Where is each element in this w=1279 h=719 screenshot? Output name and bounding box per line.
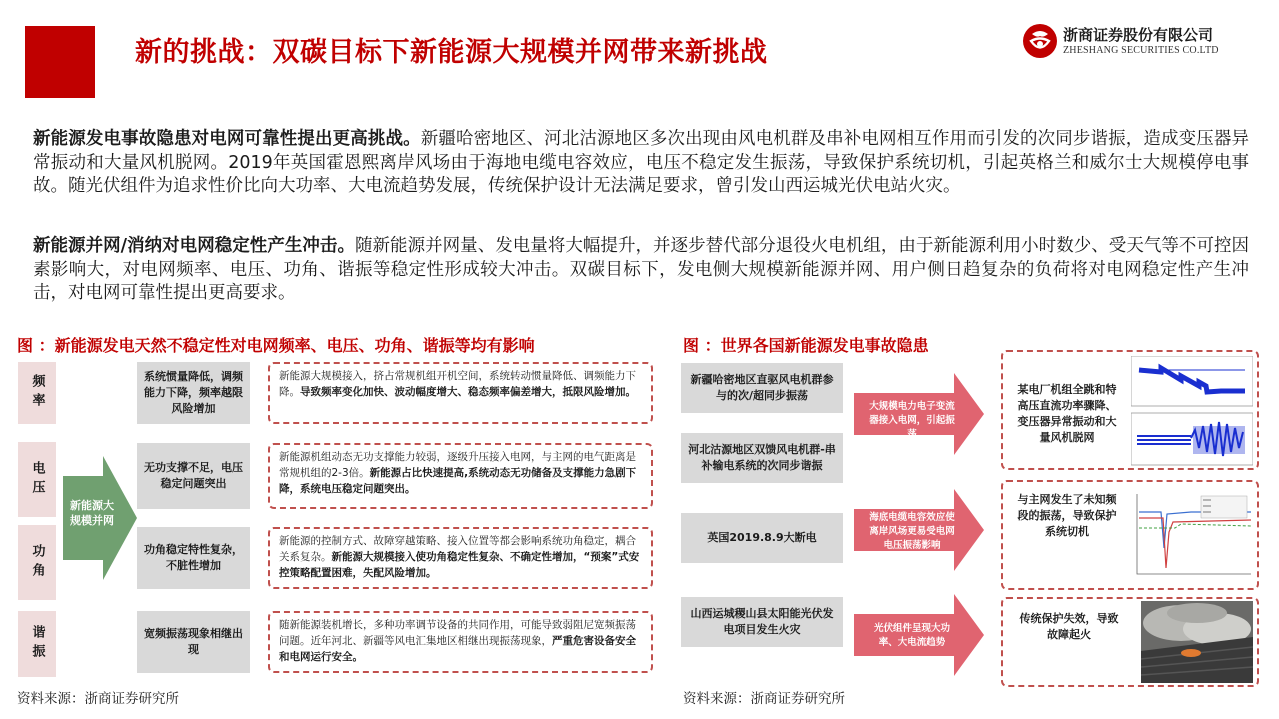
row-label-frequency: 频率 [18, 362, 56, 424]
case-guyuan: 河北沽源地区双馈风电机群-串补输电系统的次同步谐振 [681, 433, 843, 483]
row-label-resonance: 谐振 [18, 611, 56, 677]
paragraph-body: 随新能源并网量、发电量将大幅提升，并逐步替代部分退役火电机组，由于新能源利用小时数少、受天气等不可控因素影响大，对电网频率、电压、功角、谐振等稳定性形成较大冲击。双碳目标下，发电侧大规模新能源并网、用户侧日趋复杂的负荷将对电网稳定性产生冲击，对电网可靠性提出更高要求。 [33, 236, 1250, 303]
result-trip: 与主网发生了未知频段的振荡，导致保护系统切机 [1017, 493, 1117, 538]
case-uk-blackout: 英国2019.8.9大断电 [681, 513, 843, 563]
paragraph-lead: 新能源发电事故隐患对电网可靠性提出更高挑战。 [33, 129, 421, 149]
company-logo [1023, 22, 1263, 62]
cause-oscillation: 大规模电力电子变流器接入电网，引起振荡 [869, 401, 955, 440]
left-figure-diagram [15, 358, 660, 680]
paragraph-reliability [33, 128, 1249, 199]
right-figure-title: 图 ：世界各国新能源发电事故隐患 [683, 336, 929, 355]
paragraph-body: 新疆哈密地区、河北沽源地区多次出现由风电机群及串补电网相互作用而引发的次同步谐振，造成变压器异常振动和大量风机脱网。2019年英国霍恩熙离岸风场由于海地电缆电容效应，电压不稳定发生振荡，导致保护系统切机，引起英格兰和威尔士大规模停电事故。随光伏组件为追求性价比向大功率、大电流趋势发展，传统保护设计无法满足要求，曾引发山西运城光伏电站火灾。 [33, 129, 1249, 196]
waveform-chart-image [1131, 356, 1253, 466]
left-source-note: 资料来源：浙商证券研究所 [17, 691, 179, 707]
cause-cable-capacitance: 海底电缆电容效应使离岸风场更易受电网电压振荡影响 [869, 512, 955, 551]
paragraph-stability [33, 235, 1249, 306]
right-source-note: 资料来源：浙商证券研究所 [683, 691, 845, 707]
result-oscillation: 某电厂机组全跳和特高压直流功率骤降、变压器异常振动和大量风机脱网 [1017, 383, 1117, 444]
result-box-fire [1001, 597, 1259, 687]
logo-mark-icon [1023, 24, 1057, 58]
effect-voltage: 无功支撑不足，电压稳定问题突出 [137, 443, 250, 509]
right-figure-diagram [678, 345, 1268, 690]
result-box-oscillation [1001, 350, 1259, 470]
result-fire: 传统保护失效，导致故障起火 [1019, 612, 1119, 641]
case-hami: 新疆哈密地区直驱风电机群参与的次/超同步振荡 [681, 363, 843, 413]
logo-name-cn: 浙商证券股份有限公司 [1063, 26, 1214, 44]
row-label-voltage: 电压 [18, 442, 56, 517]
case-shanxi-fire: 山西运城稷山县太阳能光伏发电项目发生火灾 [681, 597, 843, 647]
header-red-block [25, 26, 95, 98]
effect-power-angle: 功角稳定特性复杂，不脏性增加 [137, 527, 250, 589]
result-box-trip [1001, 480, 1259, 590]
effect-frequency: 系统惯量降低，调频能力下降，频率越限风险增加 [137, 362, 250, 424]
fire-photo-image [1141, 601, 1253, 683]
left-figure-title: 图 ：新能源发电天然不稳定性对电网频率、电压、功角、谐振等均有影响 [17, 336, 535, 355]
voltage-chart-image [1131, 488, 1253, 580]
effect-resonance: 宽频振荡现象相继出现 [137, 611, 250, 673]
detail-resonance: 随新能源装机增长，多种功率调节设备的共同作用，可能导致弱阻尼宽频振荡问题。近年河北、新疆等风电汇集地区相继出现振荡现象，严重危害设备安全和电网运行安全。 [268, 611, 653, 673]
paragraph-lead: 新能源并网/消纳对电网稳定性产生冲击。 [33, 236, 355, 256]
row-label-power-angle: 功角 [18, 525, 56, 600]
detail-frequency: 新能源大规模接入，挤占常规机组开机空间，系统转动惯量降低、调频能力下降。导致频率变化加快、波动幅度增大、稳态频率偏差增大，抵限风险增加。 [268, 362, 653, 424]
detail-voltage: 新能源机组动态无功支撑能力较弱，逐级升压接入电网，与主网的电气距离是常规机组的2-3倍。新能源占比快速提高,系统动态无功储备及支撑能力急剧下降，系统电压稳定问题突出。 [268, 443, 653, 509]
grid-connection-label: 新能源大规模并网 [70, 499, 114, 527]
page-title: 新的挑战：双碳目标下新能源大规模并网带来新挑战 [135, 37, 768, 68]
cause-pv-trend: 光伏组件呈现大功率、大电流趋势 [873, 623, 950, 648]
detail-power-angle: 新能源的控制方式、故障穿越策略、接入位置等都会影响系统功角稳定，耦合关系复杂。新能源大规模接入使功角稳定性复杂、不确定性增加，“预案”式安控策略配置困难，失配风险增加。 [268, 527, 653, 589]
logo-name-en: ZHESHANG SECURITIES CO.LTD [1063, 45, 1219, 56]
